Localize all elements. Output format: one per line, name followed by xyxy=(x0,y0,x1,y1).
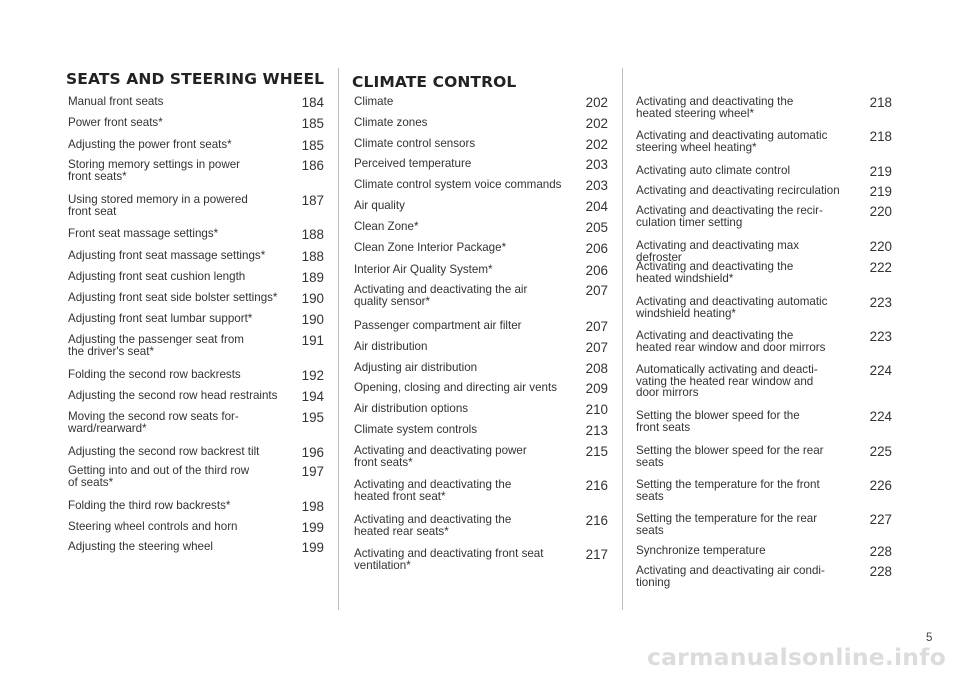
toc-entry-page: 219 xyxy=(869,184,892,199)
toc-entry-page: 202 xyxy=(585,95,608,110)
toc-entry-label: Getting into and out of the third row of seats* xyxy=(68,464,250,489)
toc-entry-page: 220 xyxy=(869,239,892,254)
toc-entry-label: Folding the second row backrests xyxy=(68,368,241,381)
toc-entry-page: 228 xyxy=(869,544,892,559)
toc-entry-label: Storing memory settings in power front seats* xyxy=(68,158,241,183)
toc-entry-label: Synchronize temperature xyxy=(636,544,766,557)
toc-entry-label: Adjusting front seat massage settings* xyxy=(68,249,266,262)
toc-entry-label: Activating auto climate control xyxy=(636,164,791,177)
toc-entry-page: 205 xyxy=(585,220,608,235)
toc-entry-label: Activating and deactivating front seat ventilation* xyxy=(354,547,544,572)
toc-entry-page: 226 xyxy=(869,478,892,493)
toc-entry-label: Activating and deactivating the heated rear window and door mirrors xyxy=(636,329,826,354)
toc-entry-page: 207 xyxy=(585,283,608,298)
section-title-climate: CLIMATE CONTROL xyxy=(352,73,517,91)
toc-entry-page: 203 xyxy=(585,157,608,172)
toc-entry-label: Activating and deactivating recirculation xyxy=(636,184,840,197)
toc-entry-label: Perceived temperature xyxy=(354,157,472,170)
toc-entry-label: Manual front seats xyxy=(68,95,164,108)
toc-entry-page: 187 xyxy=(301,193,324,208)
toc-entry-page: 208 xyxy=(585,361,608,376)
toc-entry-page: 189 xyxy=(301,270,324,285)
toc-entry-label: Activating and deactivating automatic steering wheel heating* xyxy=(636,129,828,154)
toc-entry-page: 223 xyxy=(869,295,892,310)
toc-entry-page: 203 xyxy=(585,178,608,193)
toc-entry-label: Air distribution options xyxy=(354,402,469,415)
watermark: carmanualsonline.info xyxy=(646,643,946,671)
toc-entry-page: 224 xyxy=(869,363,892,378)
toc-entry-page: 218 xyxy=(869,95,892,110)
toc-entry-page: 195 xyxy=(301,410,324,425)
toc-entry-label: Activating and deactivating the heated front seat* xyxy=(354,478,512,503)
section-title-seats: SEATS AND STEERING WHEEL xyxy=(66,70,325,88)
toc-entry-label: Climate system controls xyxy=(354,423,478,436)
toc-entry-label: Activating and deactivating max defroster xyxy=(636,239,800,264)
toc-entry-label: Folding the third row backrests* xyxy=(68,499,231,512)
toc-entry-page: 207 xyxy=(585,319,608,334)
toc-entry-page: 206 xyxy=(585,241,608,256)
toc-entry-page: 216 xyxy=(585,478,608,493)
toc-entry-page: 204 xyxy=(585,199,608,214)
toc-entry-label: Interior Air Quality System* xyxy=(354,263,493,276)
toc-entry-label: Adjusting the steering wheel xyxy=(68,540,214,553)
toc-entry-page: 190 xyxy=(301,312,324,327)
toc-entry-label: Passenger compartment air filter xyxy=(354,319,522,332)
toc-entry-page: 207 xyxy=(585,340,608,355)
toc-entry-label: Adjusting air distribution xyxy=(354,361,478,374)
toc-entry-page: 202 xyxy=(585,116,608,131)
toc-entry-page: 228 xyxy=(869,564,892,579)
toc-entry-page: 198 xyxy=(301,499,324,514)
page-number: 5 xyxy=(926,632,933,644)
toc-entry-page: 185 xyxy=(301,116,324,131)
toc-entry-label: Opening, closing and directing air vents xyxy=(354,381,558,394)
toc-entry-label: Steering wheel controls and horn xyxy=(68,520,238,533)
toc-entry-label: Front seat massage settings* xyxy=(68,227,219,240)
toc-entry-page: 199 xyxy=(301,520,324,535)
toc-entry-page: 210 xyxy=(585,402,608,417)
toc-entry-label: Automatically activating and deacti- vating the heated rear window and door mirrors xyxy=(636,363,818,399)
toc-entry-label: Adjusting the second row head restraints xyxy=(68,389,278,402)
toc-entry-page: 217 xyxy=(585,547,608,562)
toc-entry-label: Adjusting the power front seats* xyxy=(68,138,232,151)
toc-entry-label: Clean Zone* xyxy=(354,220,419,233)
toc-entry-page: 222 xyxy=(869,260,892,275)
column-divider-1 xyxy=(338,68,339,610)
toc-entry-label: Adjusting front seat lumbar support* xyxy=(68,312,253,325)
toc-entry-label: Climate zones xyxy=(354,116,428,129)
toc-entry-label: Activating and deactivating air condi- tioning xyxy=(636,564,825,589)
toc-entry-label: Setting the temperature for the rear seats xyxy=(636,512,818,537)
toc-entry-page: 185 xyxy=(301,138,324,153)
toc-entry-page: 213 xyxy=(585,423,608,438)
toc-entry-label: Activating and deactivating power front seats* xyxy=(354,444,527,469)
toc-entry-label: Adjusting the second row backrest tilt xyxy=(68,445,260,458)
column-divider-2 xyxy=(622,68,623,610)
toc-entry-label: Adjusting front seat side bolster settings* xyxy=(68,291,278,304)
toc-entry-page: 188 xyxy=(301,249,324,264)
toc-entry-label: Setting the temperature for the front seats xyxy=(636,478,820,503)
toc-entry-page: 227 xyxy=(869,512,892,527)
toc-entry-label: Setting the blower speed for the front seats xyxy=(636,409,800,434)
toc-entry-label: Moving the second row seats for- ward/rearward* xyxy=(68,410,239,435)
toc-entry-page: 220 xyxy=(869,204,892,219)
toc-entry-page: 199 xyxy=(301,540,324,555)
toc-entry-label: Climate control system voice commands xyxy=(354,178,562,191)
toc-entry-label: Using stored memory in a powered front seat xyxy=(68,193,248,218)
toc-entry-page: 190 xyxy=(301,291,324,306)
toc-entry-label: Climate xyxy=(354,95,394,108)
toc-entry-page: 216 xyxy=(585,513,608,528)
toc-entry-label: Setting the blower speed for the rear seats xyxy=(636,444,824,469)
toc-entry-label: Power front seats* xyxy=(68,116,163,129)
toc-entry-label: Activating and deactivating the heated steering wheel* xyxy=(636,95,794,120)
toc-entry-page: 192 xyxy=(301,368,324,383)
toc-entry-page: 202 xyxy=(585,137,608,152)
toc-entry-label: Activating and deactivating automatic windshield heating* xyxy=(636,295,828,320)
toc-entry-page: 225 xyxy=(869,444,892,459)
toc-entry-page: 196 xyxy=(301,445,324,460)
toc-entry-label: Activating and deactivating the air quality sensor* xyxy=(354,283,528,308)
toc-entry-label: Air distribution xyxy=(354,340,428,353)
toc-entry-page: 194 xyxy=(301,389,324,404)
toc-entry-page: 224 xyxy=(869,409,892,424)
toc-entry-label: Activating and deactivating the recir- culation timer setting xyxy=(636,204,823,229)
toc-entry-label: Clean Zone Interior Package* xyxy=(354,241,507,254)
toc-entry-label: Air quality xyxy=(354,199,405,212)
toc-entry-page: 184 xyxy=(301,95,324,110)
toc-entry-page: 206 xyxy=(585,263,608,278)
toc-entry-page: 186 xyxy=(301,158,324,173)
toc-entry-page: 209 xyxy=(585,381,608,396)
toc-entry-label: Climate control sensors xyxy=(354,137,476,150)
toc-entry-label: Adjusting the passenger seat from the driver's seat* xyxy=(68,333,244,358)
toc-entry-page: 191 xyxy=(301,333,324,348)
toc-entry-label: Adjusting front seat cushion length xyxy=(68,270,246,283)
toc-entry-page: 188 xyxy=(301,227,324,242)
toc-entry-page: 219 xyxy=(869,164,892,179)
toc-entry-page: 223 xyxy=(869,329,892,344)
toc-entry-page: 218 xyxy=(869,129,892,144)
toc-entry-label: Activating and deactivating the heated rear seats* xyxy=(354,513,512,538)
toc-entry-page: 197 xyxy=(301,464,324,479)
toc-entry-page: 215 xyxy=(585,444,608,459)
toc-entry-label: Activating and deactivating the heated windshield* xyxy=(636,260,794,285)
